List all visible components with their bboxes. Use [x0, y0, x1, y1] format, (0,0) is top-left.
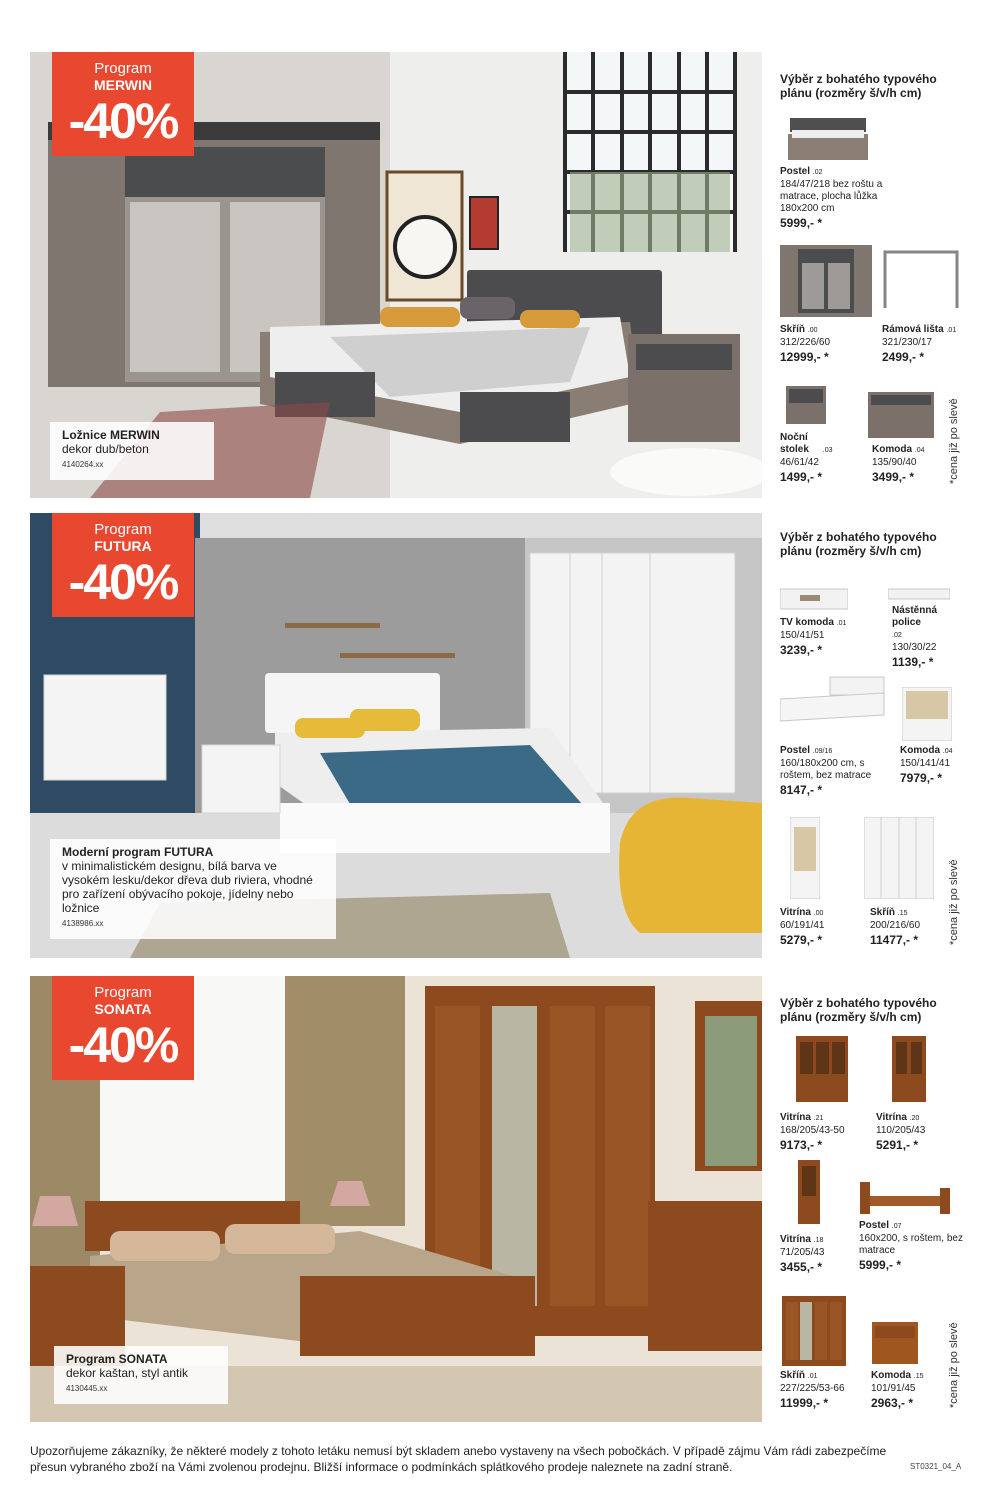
badge-discount: -40%: [68, 1017, 178, 1073]
caption-title: Ložnice MERWIN: [62, 428, 160, 442]
wardrobe-product-icon: [782, 1296, 846, 1366]
price-asterisk: *: [909, 470, 915, 484]
product-dimensions: 101/91/45: [871, 1383, 916, 1394]
price-asterisk: *: [823, 1396, 829, 1410]
discount-badge: [52, 976, 194, 1080]
badge-program-name: FUTURA: [94, 538, 152, 554]
product-name: Postel: [780, 745, 811, 756]
product-dimensions: 150/141/41: [900, 758, 951, 769]
caption-code: 4140264.xx: [62, 460, 104, 469]
product-item: [780, 166, 900, 229]
product-code: .07: [891, 1223, 902, 1230]
product-name: Vitrína: [780, 907, 811, 918]
product-price: 11999,- *: [780, 1396, 829, 1410]
badge-program-label: Program: [94, 984, 152, 1001]
product-item: [780, 1234, 860, 1273]
product-dimensions: 160/180x200 cm, s roštem, bez matrace: [780, 758, 872, 781]
price-asterisk: *: [928, 655, 934, 669]
product-code: .09/16: [812, 748, 833, 755]
caption-title: Moderní program FUTURA: [62, 845, 214, 859]
chest-product-icon: [902, 687, 952, 741]
badge-program-name: MERWIN: [93, 77, 153, 93]
product-name: Skříň: [780, 1370, 806, 1381]
product-code: .02: [812, 169, 823, 176]
product-item: [780, 432, 850, 483]
section-futura: [30, 513, 960, 958]
badge-discount: -40%: [68, 93, 178, 149]
product-name: Rámová lišta: [882, 324, 944, 335]
product-panel: [780, 513, 960, 958]
product-item: [872, 444, 942, 483]
price-note: *cena již po slevě: [948, 1322, 960, 1408]
product-code: .15: [897, 910, 908, 917]
product-name: Postel: [780, 166, 811, 177]
product-price: 11477,- *: [870, 933, 919, 947]
product-name: Komoda: [871, 1370, 911, 1381]
price-asterisk: *: [817, 1138, 823, 1152]
product-item: [876, 1112, 956, 1151]
product-price: 5999,- *: [859, 1258, 902, 1272]
product-name: Vitrína: [876, 1112, 907, 1123]
price-asterisk: *: [817, 933, 823, 947]
product-price: 3499,- *: [872, 470, 915, 484]
bed-product-icon: [788, 112, 870, 162]
panel-title: Výběr z bohatého typového plánu (rozměry š/v/h cm): [780, 996, 937, 1024]
price-asterisk: *: [913, 933, 919, 947]
product-code: .00: [813, 910, 824, 917]
product-panel: [780, 52, 960, 498]
product-price: 2963,- *: [871, 1396, 914, 1410]
product-price: 3239,- *: [780, 643, 823, 657]
wardrobe-product-icon: [864, 817, 934, 899]
product-name: Noční stolek: [780, 432, 809, 455]
product-dimensions: 200/216/60: [870, 920, 921, 931]
product-dimensions: 71/205/43: [780, 1247, 825, 1258]
product-item: [780, 1112, 875, 1151]
panel-title: Výběr z bohatého typového plánu (rozměry š/v/h cm): [780, 530, 937, 558]
product-dimensions: 130/30/22: [892, 642, 937, 653]
product-price: 3455,- *: [780, 1260, 823, 1274]
price-asterisk: *: [817, 643, 823, 657]
badge-program-label: Program: [94, 60, 152, 77]
badge-program-label: Program: [94, 521, 152, 538]
discount-badge: [52, 513, 194, 617]
product-price: 1499,- *: [780, 470, 823, 484]
product-price: 8147,- *: [780, 783, 823, 797]
display-cabinet-product-icon: [790, 817, 820, 899]
wall-shelf-product-icon: [888, 585, 950, 603]
product-code: .20: [909, 1115, 920, 1122]
caption-description: dekor dub/beton: [62, 442, 149, 456]
discount-badge: [52, 52, 194, 156]
product-dimensions: 227/225/53-66: [780, 1383, 845, 1394]
photo-caption: [50, 422, 214, 480]
product-item: [900, 745, 965, 784]
product-code: .01: [946, 327, 957, 334]
product-name: Nástěnná police: [892, 605, 938, 628]
caption-code: 4130445.xx: [66, 1384, 108, 1393]
product-price: 9173,- *: [780, 1138, 823, 1152]
product-code: .18: [813, 1237, 824, 1244]
price-note: *cena již po slevě: [948, 398, 960, 484]
tv-stand-product-icon: [780, 585, 848, 613]
product-dimensions: 160x200, s roštem, bez matrace: [859, 1233, 963, 1256]
product-price: 7979,- *: [900, 771, 943, 785]
product-name: TV komoda: [780, 617, 834, 628]
product-item: [871, 1370, 946, 1409]
display-cabinet-product-icon: [796, 1036, 848, 1102]
price-asterisk: *: [824, 350, 829, 364]
product-dimensions: 168/205/43-50: [780, 1125, 845, 1136]
price-asterisk: *: [817, 1260, 823, 1274]
product-dimensions: 184/47/218 bez roštu a matrace, plocha lůžka 180x200 cm: [780, 179, 883, 214]
product-code: .04: [942, 748, 953, 755]
product-dimensions: 135/90/40: [872, 457, 917, 468]
price-asterisk: *: [908, 1396, 914, 1410]
price-asterisk: *: [896, 1258, 902, 1272]
price-asterisk: *: [913, 1138, 919, 1152]
price-asterisk: *: [919, 350, 925, 364]
display-cabinet-product-icon: [798, 1160, 820, 1224]
product-code: .15: [913, 1373, 924, 1380]
product-item: [780, 617, 875, 656]
product-item: [780, 907, 868, 946]
nightstand-product-icon: [786, 386, 826, 424]
product-name: Skříň: [870, 907, 896, 918]
product-code: .04: [914, 447, 925, 454]
wardrobe-product-icon: [780, 245, 872, 317]
product-price: 1139,- *: [892, 655, 934, 669]
product-price: 12999,- *: [780, 350, 829, 364]
price-asterisk: *: [817, 470, 823, 484]
caption-code: 4138986.xx: [62, 919, 104, 928]
price-asterisk: *: [817, 216, 823, 230]
badge-discount: -40%: [68, 554, 178, 610]
panel-title: Výběr z bohatého typového plánu (rozměry š/v/h cm): [780, 72, 937, 100]
product-dimensions: 46/61/42: [780, 457, 819, 468]
product-code: .21: [813, 1115, 824, 1122]
photo-caption: [50, 839, 336, 939]
bed-product-icon: [780, 675, 886, 725]
caption-title: Program SONATA: [66, 1352, 168, 1366]
caption-description: v minimalistickém designu, bílá barva ve vysokém lesku/dekor dřeva dub riviera, vhodné pro zařízení obývacího pokoje, jídelny nebo ložnice: [62, 859, 313, 915]
section-sonata: [30, 976, 963, 1422]
product-item: [780, 745, 895, 796]
photo-caption: [54, 1346, 228, 1404]
chest-product-icon: [872, 1322, 918, 1364]
product-dimensions: 312/226/60: [780, 337, 831, 348]
display-cabinet-product-icon: [892, 1036, 926, 1102]
product-code: .02: [892, 632, 902, 639]
product-name: Postel: [859, 1220, 890, 1231]
bed-product-icon: [860, 1180, 952, 1216]
product-code: .01: [807, 1373, 818, 1380]
product-item: [870, 907, 940, 946]
product-item: [892, 605, 952, 668]
product-name: Vitrína: [780, 1112, 811, 1123]
badge-program-name: SONATA: [94, 1001, 152, 1017]
product-item: [780, 1370, 868, 1409]
product-price: 2499,- *: [882, 350, 925, 364]
product-price: 5999,- *: [780, 216, 823, 230]
product-panel: [780, 976, 963, 1422]
product-price: 5291,- *: [876, 1138, 919, 1152]
product-item: [859, 1220, 964, 1271]
product-dimensions: 60/191/41: [780, 920, 825, 931]
page-code: ST0321_04_A: [910, 1462, 962, 1471]
product-code: .01: [836, 620, 847, 627]
product-name: Komoda: [872, 444, 912, 455]
section-merwin: [30, 52, 960, 498]
product-dimensions: 150/41/51: [780, 630, 825, 641]
price-note: *cena již po slevě: [948, 859, 960, 945]
caption-description: dekor kaštan, styl antik: [66, 1366, 189, 1380]
product-price: 5279,- *: [780, 933, 823, 947]
product-item: [882, 324, 962, 363]
product-item: [780, 324, 875, 363]
product-name: Skříň: [780, 324, 806, 335]
product-name: Komoda: [900, 745, 940, 756]
product-dimensions: 321/230/17: [882, 337, 933, 348]
product-name: Vitrína: [780, 1234, 811, 1245]
chest-product-icon: [868, 392, 934, 438]
price-asterisk: *: [817, 783, 823, 797]
product-code: .03: [822, 447, 833, 454]
frame-trim-product-icon: [883, 248, 959, 310]
product-code: .00: [807, 327, 818, 334]
product-dimensions: 110/205/43: [876, 1125, 926, 1136]
price-asterisk: *: [937, 771, 943, 785]
footer-disclaimer: Upozorňujeme zákazníky, že některé modely z tohoto letáku nemusí být skladem anebo vystaveny na všech pobočkách. V případě zájmu Vám rádi zabezpečíme přesun vybraného zboží na Vámi zvolenou prodejnu. Bližší informace o podmínkách splátkového prodeje naleznete na zadní straně.: [30, 1444, 887, 1474]
